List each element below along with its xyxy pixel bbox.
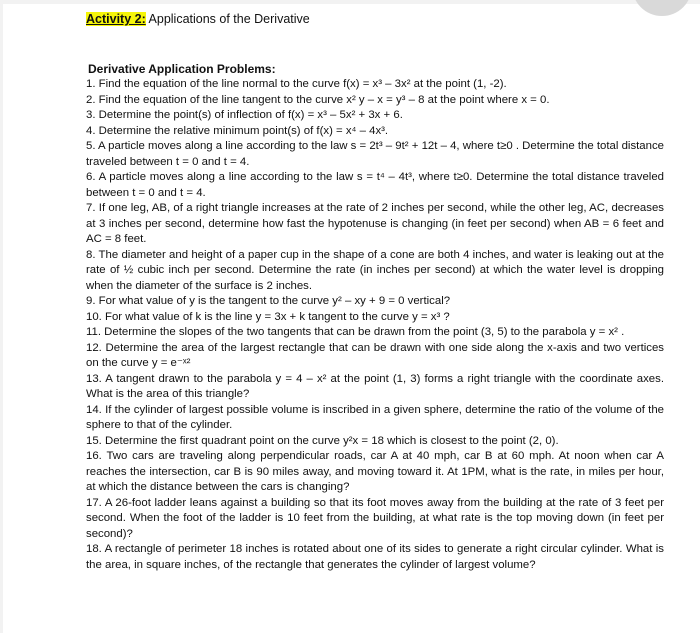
problem-7: 7. If one leg, AB, of a right triangle increases at the rate of 2 inches per second, while the other leg, AC, decreases at 3 inches per second, determine how fast the hypotenuse is changing (in feet per second) when AB = 6 feet and AC = 8 feet. [86,202,664,245]
problem-11: 11. Determine the slopes of the two tangents that can be drawn from the point (3, 5) to the parabola y = x² . [86,326,625,338]
corner-shadow [632,0,692,16]
problem-18: 18. A rectangle of perimeter 18 inches is rotated about one of its sides to generate a right circular cylinder. What is the area, in square inches, of the rectangle that generates the cylinder of largest volume? [86,543,664,571]
problem-14: 14. If the cylinder of largest possible volume is inscribed in a given sphere, determine the ratio of the volume of the sphere to that of the cylinder. [86,403,664,431]
activity-label: Activity 2: [86,12,146,26]
page-top-edge [0,0,700,4]
problem-8: 8. The diameter and height of a paper cup in the shape of a cone are both 4 inches, and water is leaking out at the rate of ½ cubic inch per second. Determine the rate (in inches per second) at which the water level is dropping when the diameter of the surface is 2 inches. [86,248,664,292]
problem-list [86,77,664,573]
problem-3: 3. Determine the point(s) of inflection of f(x) = x³ – 5x² + 3x + 6. [86,109,403,121]
problem-4: 4. Determine the relative minimum point(s) of f(x) = x⁴ – 4x³. [86,124,389,137]
problem-17: 17. A 26-foot ladder leans against a building so that its foot moves away from the building at the rate of 3 feet per second. When the foot of the ladder is 10 feet from the building, at what rate is the top moving down (in feet per second)? [86,496,664,540]
problem-16: 16. Two cars are traveling along perpendicular roads, car A at 40 mph, car B at 60 mph. At noon when car A reaches the intersection, car B is 90 miles away, and moving toward it. At 1PM, what is the rate, in miles per hour, at which the distance between the cars is changing? [86,450,664,493]
activity-header [86,11,310,27]
problem-6: 6. A particle moves along a line according to the law s = t⁴ – 4t³, where t≥0. Determine the total distance traveled between t = 0 and t = 4. [86,171,664,199]
document-body [86,61,664,573]
problem-9: 9. For what value of y is the tangent to the curve y² – xy + 9 = 0 vertical? [86,295,451,307]
page-left-edge [0,0,3,633]
problem-5: 5. A particle moves along a line according to the law s = 2t³ – 9t² + 12t – 4, where t≥0 . Determine the total distance traveled between t = 0 and t = 4. [86,140,665,168]
problem-15: 15. Determine the first quadrant point on the curve y²x = 18 which is closest to the point (2, 0). [86,434,559,447]
problem-10: 10. For what value of k is the line y = 3x + k tangent to the curve y = x³ ? [86,310,450,323]
problem-12: 12. Determine the area of the largest rectangle that can be drawn with one side along the x-axis and two vertices on the curve y = e⁻ˣ² [86,341,664,369]
problem-13: 13. A tangent drawn to the parabola y = 4 – x² at the point (1, 3) forms a right triangle with the coordinate axes. What is the area of this triangle? [86,372,664,400]
section-title: Derivative Application Problems: [88,62,276,76]
problem-2: 2. Find the equation of the line tangent to the curve x² y – x = y³ – 8 at the point where x = 0. [86,93,550,106]
activity-title: Applications of the Derivative [145,12,310,26]
problem-1: 1. Find the equation of the line normal to the curve f(x) = x³ – 3x² at the point (1, -2). [86,78,507,90]
